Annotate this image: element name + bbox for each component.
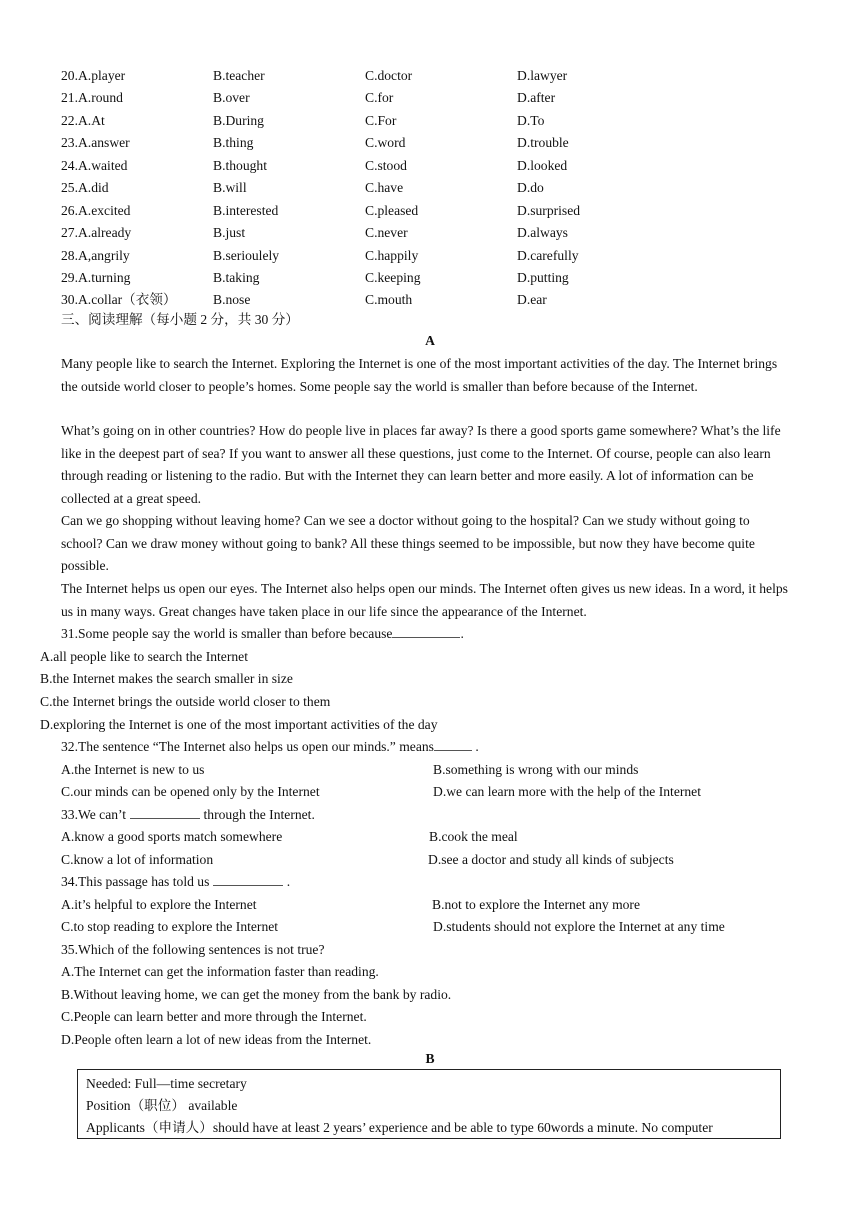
option-c: C.mouth	[365, 292, 413, 307]
q35-option-a: A.The Internet can get the information faster than reading.	[61, 964, 379, 979]
option-b: B.thought	[213, 158, 268, 173]
option-b: B.serioulely	[213, 248, 280, 263]
q31-option-a: A.all people like to search the Internet	[40, 649, 248, 664]
option-d: D.trouble	[517, 135, 569, 150]
q35-option-b: B.Without leaving home, we can get the money from the bank by radio.	[61, 987, 452, 1002]
question-34-end: .	[283, 874, 291, 889]
question-32-end: .	[471, 739, 479, 754]
option-d: D.ear	[517, 292, 547, 307]
question-34-text: 34.This passage has told us	[61, 874, 210, 889]
q33-option-b: B.cook the meal	[429, 829, 518, 844]
q32-option-d: D.we can learn more with the help of the Internet	[433, 784, 701, 799]
option-c: C.happily	[365, 248, 419, 263]
option-b: B.nose	[213, 292, 251, 307]
option-c: C.for	[365, 90, 394, 105]
q35-option-c: C.People can learn better and more through the Internet.	[61, 1009, 367, 1024]
q33-option-c: C.know a lot of information	[61, 852, 214, 867]
question-31-end: .	[460, 626, 464, 641]
option-d: D.lawyer	[517, 68, 568, 83]
section-title: 三、阅读理解（每小题 2 分，共 30 分）	[61, 312, 299, 327]
option-d: D.carefully	[517, 248, 579, 263]
answer-blank	[434, 738, 472, 751]
answer-blank	[130, 806, 200, 819]
option-c: C.doctor	[365, 68, 413, 83]
q31-option-b: B.the Internet makes the search smaller in size	[40, 671, 293, 686]
option-c: C.For	[365, 113, 397, 128]
option-c: C.keeping	[365, 270, 421, 285]
question-32	[61, 736, 479, 758]
passage-a-paragraph-3: Can we go shopping without leaving home? Can we see a doctor without going to the hospital? Can we study without going to school? Can we draw money without going to bank? All these things seemed to be impossible, but now they have become quite possible.	[61, 513, 755, 574]
passage-a-paragraph-1: Many people like to search the Internet. Exploring the Internet is one of the most important activities of the day. The Internet brings the outside world closer to people’s homes. Some people say the world is smaller than before because of the Internet.	[61, 356, 778, 394]
question-33	[61, 804, 315, 826]
option-a: 20.A.player	[61, 68, 126, 83]
q31-option-c: C.the Internet brings the outside world closer to them	[40, 694, 331, 709]
q34-option-b: B.not to explore the Internet any more	[432, 897, 640, 912]
q34-option-c: C.to stop reading to explore the Internet	[61, 919, 279, 934]
job-advertisement-box	[77, 1069, 781, 1139]
question-32-text: 32.The sentence “The Internet also helps us open our minds.” means	[61, 739, 434, 754]
option-a: 22.A.At	[61, 113, 105, 128]
option-d: D.To	[517, 113, 545, 128]
option-d: D.putting	[517, 270, 569, 285]
option-a: 24.A.waited	[61, 158, 128, 173]
option-c: C.stood	[365, 158, 407, 173]
question-31-text: 31.Some people say the world is smaller than before because	[61, 626, 393, 641]
option-b: B.thing	[213, 135, 254, 150]
ad-line-applicants: Applicants（申请人）should have at least 2 years’ experience and be able to type 60words a minute. No computer	[86, 1120, 713, 1135]
option-a: 26.A.excited	[61, 203, 131, 218]
option-b: B.over	[213, 90, 250, 105]
question-31	[61, 623, 464, 645]
option-b: B.During	[213, 113, 264, 128]
q32-option-b: B.something is wrong with our minds	[433, 762, 639, 777]
passage-a-paragraph-2: What’s going on in other countries? How do people live in places far away? Is there a good sports game somewhere? What’s the life like in the deepest part of sea? If you want to answer all these questions, just come to the Internet. Of course, people can also learn through reading or listening to the radio. But with the Internet they can learn better and more easily. A lot of information can be collected at a great speed.	[61, 423, 781, 506]
option-b: B.just	[213, 225, 246, 240]
option-c: C.never	[365, 225, 408, 240]
option-a: 21.A.round	[61, 90, 123, 105]
q34-option-a: A.it’s helpful to explore the Internet	[61, 897, 257, 912]
question-34	[61, 871, 290, 893]
option-d: D.do	[517, 180, 544, 195]
option-a: 25.A.did	[61, 180, 109, 195]
option-d: D.always	[517, 225, 568, 240]
option-c: C.word	[365, 135, 406, 150]
option-b: B.teacher	[213, 68, 265, 83]
q32-option-c: C.our minds can be opened only by the Internet	[61, 784, 320, 799]
answer-blank	[392, 625, 460, 638]
option-d: D.looked	[517, 158, 568, 173]
question-35: 35.Which of the following sentences is not true?	[61, 942, 325, 957]
option-a: 30.A.collar（衣领）	[61, 292, 177, 307]
passage-a-paragraph-4: The Internet helps us open our eyes. The Internet also helps open our minds. The Internet often gives us new ideas. In a word, it helps us in many ways. Great changes have taken place in our life since the appearance of the Internet.	[61, 581, 788, 619]
answer-blank	[213, 873, 283, 886]
option-c: C.pleased	[365, 203, 419, 218]
q31-option-d: D.exploring the Internet is one of the most important activities of the day	[40, 717, 438, 732]
q34-option-d: D.students should not explore the Internet at any time	[433, 919, 725, 934]
q33-option-d: D.see a doctor and study all kinds of subjects	[428, 852, 674, 867]
question-33-text: 33.We can’t	[61, 807, 127, 822]
option-d: D.surprised	[517, 203, 581, 218]
q35-option-d: D.People often learn a lot of new ideas from the Internet.	[61, 1032, 372, 1047]
option-a: 27.A.already	[61, 225, 132, 240]
option-b: B.will	[213, 180, 247, 195]
option-a: 28.A,angrily	[61, 248, 130, 263]
question-33-end: through the Internet.	[200, 807, 315, 822]
option-a: 23.A.answer	[61, 135, 130, 150]
passage-b-label: B	[425, 1051, 435, 1066]
option-b: B.taking	[213, 270, 260, 285]
option-c: C.have	[365, 180, 404, 195]
option-d: D.after	[517, 90, 556, 105]
q32-option-a: A.the Internet is new to us	[61, 762, 205, 777]
q33-option-a: A.know a good sports match somewhere	[61, 829, 283, 844]
passage-a-label: A	[425, 333, 435, 348]
option-a: 29.A.turning	[61, 270, 131, 285]
ad-line-position: Position（职位） available	[86, 1098, 238, 1113]
option-b: B.interested	[213, 203, 279, 218]
ad-line-needed: Needed: Full—time secretary	[86, 1076, 247, 1091]
